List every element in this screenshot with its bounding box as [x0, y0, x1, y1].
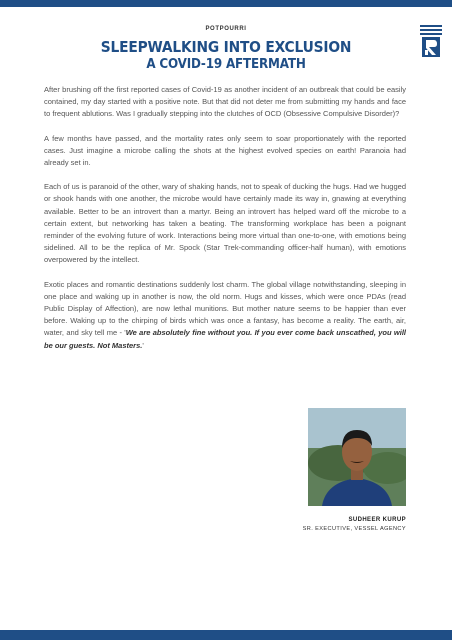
article-title: SLEEPWALKING INTO EXCLUSION: [100, 38, 352, 56]
paragraph-text: Exotic places and romantic destinations suddenly lost charm. The global village notwithstanding, sleeping in one place and waking up in another is now, the old norm. Hugs and kisses, which were once PDAs (read Public Display of Affection), are now lethal munitions. But mother nature seems to be happier than ever before. Waking up to the chirping of birds which was once a fantasy, has become a reality. The earth, air, water, and sky tell me - ': [44, 279, 406, 338]
article-paragraph: A few months have passed, and the mortality rates only seem to soar proportionately with the reported cases. Just imagine a microbe calling the shots at the highest evolved species on earth! Paranoia had already set in.: [44, 133, 406, 168]
highlighted-quote: We are absolutely fine without you. If you ever come back unscathed, you will be our guests. Not Masters.: [44, 328, 406, 350]
quote-close: ': [142, 340, 144, 350]
bottom-accent-bar: [0, 630, 452, 640]
author-portrait-icon: [308, 408, 406, 506]
article-body: [44, 84, 406, 364]
article-paragraph: Each of us is paranoid of the other, wary of shaking hands, not to speak of ducking the hugs. Had we hugged or shook hands with one another, the microbe would have certainly made its way in, gnawing at everything available. Better to be an introvert than a martyr. Being an introvert has helped ward off the microbe to a certain extent, but networking has taken a beating. The transforming workplace has been a poignant reminder of the evolving future of work. Interactions being more virtual than one-to-one, with emotions being sidelined. All to be the replica of Mr. Spock (Star Trek-commanding officer-half human), with emotions overpowered by the intellect.: [44, 182, 406, 265]
article-paragraph: [44, 279, 406, 352]
article-paragraph: After brushing off the first reported cases of Covid-19 as another incident of an outbreak that could be easily contained, my day started with a positive note. But that did not deter me from submitting my hands and face to frequent ablutions. Was I gradually stepping into the clutches of OCD (Obsessive Compulsive Disorder)?: [44, 85, 406, 119]
top-accent-bar: [0, 0, 452, 7]
author-photo: [308, 408, 406, 506]
author-title: SR. EXECUTIVE, VESSEL AGENCY: [302, 526, 406, 532]
section-label: POTPOURRI: [205, 26, 247, 32]
author-name: SUDHEER KURUP: [348, 517, 406, 523]
article-subtitle: A COVID-19 AFTERMATH: [146, 57, 306, 72]
